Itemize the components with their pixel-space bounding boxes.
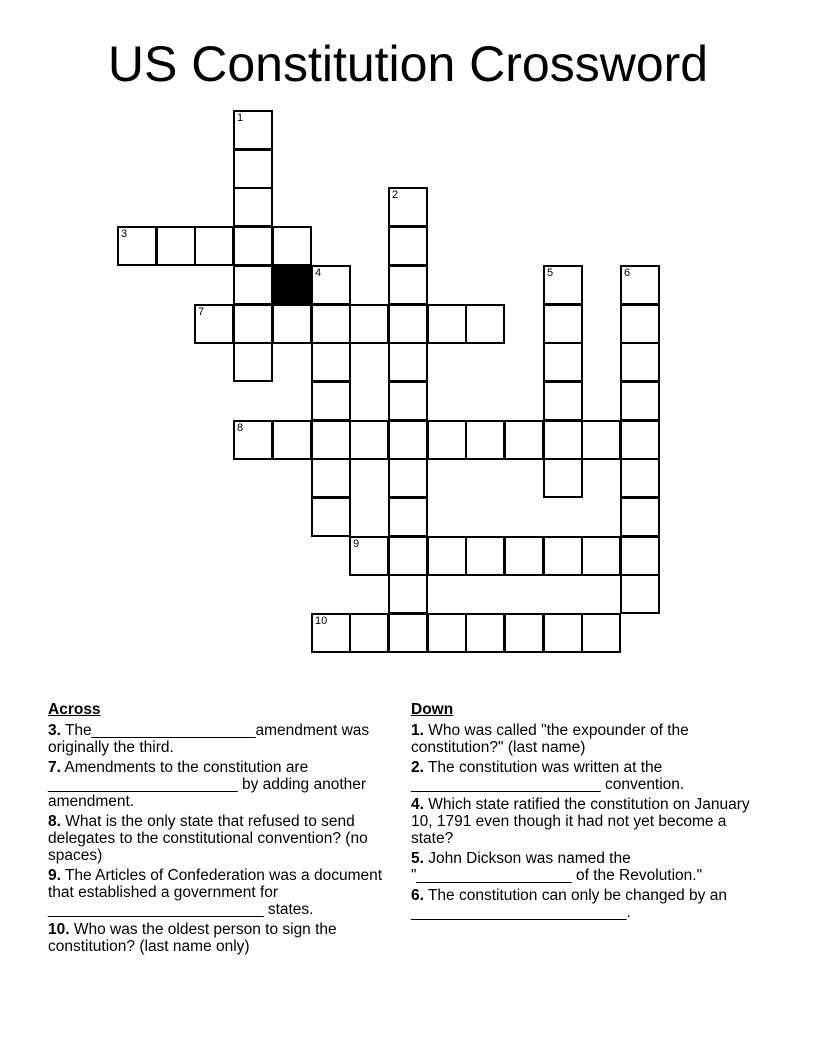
grid-cell[interactable] [272,304,312,344]
across-heading: Across [48,701,101,718]
down-clue [411,759,756,793]
grid-cell[interactable] [194,304,234,344]
clue-text: John Dickson was named the "__________________ of the Revolution." [411,850,703,884]
clue-text: Which state ratified the constitution on January 10, 1791 even though it had not yet become a state? [411,796,750,847]
clue-number-label: 10 [315,615,328,627]
grid-cell[interactable] [543,304,583,344]
grid-cell[interactable] [427,613,467,653]
grid-cell[interactable] [581,536,621,576]
page-title: US Constitution Crossword [107,36,709,92]
grid-cell[interactable] [465,613,505,653]
clue-number: 3. [48,722,61,739]
grid-cell[interactable] [349,420,389,460]
clue-text: The constitution was written at the ______________________ convention. [411,759,685,793]
grid-cell[interactable] [388,613,428,653]
grid-cell[interactable] [620,574,660,614]
clue-text: What is the only state that refused to send delegates to the constitutional convention? (no spaces) [48,813,368,864]
grid-cell[interactable] [543,613,583,653]
grid-cell[interactable] [117,226,157,266]
grid-cell[interactable] [388,420,428,460]
grid-cell[interactable] [543,265,583,305]
grid-cell[interactable] [388,381,428,421]
grid-cell[interactable] [233,187,273,227]
grid-cell[interactable] [233,265,273,305]
grid-cell[interactable] [581,613,621,653]
grid-cell[interactable] [504,613,544,653]
grid-cell[interactable] [194,226,234,266]
across-clue [48,813,393,864]
grid-cell[interactable] [388,265,428,305]
grid-cell[interactable] [311,265,351,305]
clue-number-label: 9 [353,538,360,550]
clue-text: Who was the oldest person to sign the constitution? (last name only) [48,921,337,955]
across-clue [48,722,393,756]
grid-cell[interactable] [427,536,467,576]
clue-number: 10. [48,921,70,938]
clue-number-label: 2 [392,189,399,201]
clue-number: 7. [48,759,61,776]
grid-cell[interactable] [465,536,505,576]
grid-cell[interactable] [620,381,660,421]
grid-cell[interactable] [620,420,660,460]
clue-text: Amendments to the constitution are ______________________ by adding another amendment. [48,759,367,810]
clue-number-label: 8 [237,422,244,434]
grid-cell[interactable] [543,381,583,421]
grid-cell[interactable] [620,497,660,537]
grid-cell[interactable] [388,342,428,382]
grid-cell[interactable] [272,226,312,266]
clue-number: 2. [411,759,424,776]
clue-text: The Articles of Confederation was a document that established a government for _________________________ states. [48,867,383,918]
clue-number: 1. [411,722,424,739]
across-clue [48,759,393,810]
grid-cell[interactable] [543,342,583,382]
clue-number: 4. [411,796,424,813]
grid-cell[interactable] [620,342,660,382]
grid-cell[interactable] [465,420,505,460]
grid-cell[interactable] [233,226,273,266]
grid-cell[interactable] [620,536,660,576]
grid-cell[interactable] [311,342,351,382]
down-clues [411,701,756,924]
grid-cell[interactable] [233,149,273,189]
grid-cell[interactable] [233,304,273,344]
grid-cell[interactable] [620,458,660,498]
down-clue [411,722,756,756]
clue-number-label: 3 [121,228,128,240]
clue-number-label: 1 [237,112,244,124]
grid-cell[interactable] [465,304,505,344]
grid-cell[interactable] [156,226,196,266]
across-clue [48,921,393,955]
grid-cell[interactable] [620,265,660,305]
down-clue [411,850,756,884]
grid-cell[interactable] [388,536,428,576]
across-clues [48,701,393,958]
grid-cell[interactable] [427,304,467,344]
clue-number-label: 6 [624,267,631,279]
clue-number-label: 7 [198,306,205,318]
grid-cell[interactable] [311,420,351,460]
grid-cell[interactable] [504,536,544,576]
grid-cell[interactable] [581,420,621,460]
clue-text: The___________________amendment was originally the third. [48,722,370,756]
grid-cell[interactable] [233,420,273,460]
grid-cell[interactable] [311,458,351,498]
clue-text: Who was called "the expounder of the constitution?" (last name) [411,722,689,756]
down-heading: Down [411,701,454,718]
grid-cell[interactable] [311,381,351,421]
clue-number: 6. [411,887,424,904]
grid-cell[interactable] [388,226,428,266]
grid-cell[interactable] [349,613,389,653]
grid-cell[interactable] [388,497,428,537]
grid-cell[interactable] [388,574,428,614]
grid-cell[interactable] [427,420,467,460]
clue-text: The constitution can only be changed by an _________________________. [411,887,727,921]
down-clue [411,887,756,921]
grid-cell[interactable] [388,458,428,498]
grid-cell[interactable] [349,304,389,344]
across-clue [48,867,393,918]
grid-cell[interactable] [233,342,273,382]
grid-cell[interactable] [543,420,583,460]
grid-cell[interactable] [311,613,351,653]
clue-number: 8. [48,813,61,830]
grid-cell[interactable] [311,497,351,537]
grid-cell[interactable] [388,187,428,227]
grid-cell[interactable] [349,536,389,576]
clue-number: 9. [48,867,61,884]
blocked-cell [272,265,312,305]
grid-cell[interactable] [620,304,660,344]
grid-cell[interactable] [388,304,428,344]
grid-cell[interactable] [543,536,583,576]
grid-cell[interactable] [233,110,273,150]
grid-cell[interactable] [311,304,351,344]
clue-number-label: 5 [547,267,554,279]
clue-number: 5. [411,850,424,867]
clue-number-label: 4 [315,267,322,279]
grid-cell[interactable] [504,420,544,460]
grid-cell[interactable] [543,458,583,498]
down-clue [411,796,756,847]
grid-cell[interactable] [272,420,312,460]
